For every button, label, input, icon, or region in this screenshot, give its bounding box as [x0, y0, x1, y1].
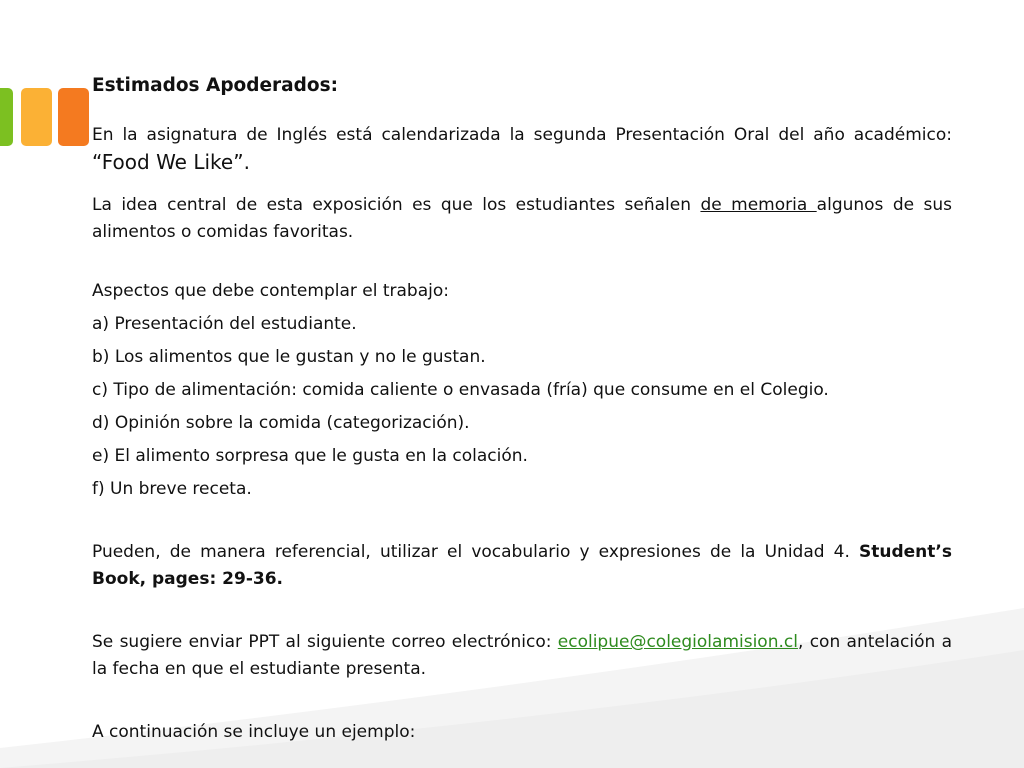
- greeting: Estimados Apoderados:: [92, 75, 339, 96]
- aspect-item-d: d) Opinión sobre la comida (categorización).: [92, 413, 470, 433]
- email-link[interactable]: ecolipue@colegiolamision.cl: [557, 632, 798, 652]
- vocabulary-paragraph: [92, 539, 952, 593]
- email-after: , con antelación a la fecha en que el estudiante presenta.: [92, 632, 952, 679]
- example-intro: A continuación se incluye un ejemplo:: [92, 722, 416, 742]
- intro-text: En la asignatura de Inglés está calendarizada la segunda Presentación Oral del año académico:: [92, 125, 952, 145]
- intro-paragraph: [92, 122, 952, 178]
- orange-accent-bar: [58, 88, 89, 146]
- aspect-item-b: b) Los alimentos que le gustan y no le gustan.: [92, 347, 486, 367]
- memory-emphasis: de memoria: [700, 195, 817, 215]
- book-reference: Student’s Book, pages: 29-36.: [92, 542, 952, 589]
- aspect-item-a: a) Presentación del estudiante.: [92, 314, 357, 334]
- central-idea-paragraph: [92, 192, 952, 246]
- aspects-title: Aspectos que debe contemplar el trabajo:: [92, 281, 449, 301]
- central-idea-before: La idea central de esta exposición es que los estudiantes señalen: [92, 195, 701, 215]
- aspect-item-f: f) Un breve receta.: [92, 479, 252, 499]
- presentation-title: “Food We Like”.: [92, 150, 250, 174]
- email-before: Se sugiere enviar PPT al siguiente correo electrónico:: [92, 632, 558, 652]
- letter-body: [92, 72, 952, 746]
- green-accent-bar: [0, 88, 13, 146]
- vocabulary-text: Pueden, de manera referencial, utilizar el vocabulario y expresiones de la Unidad 4.: [92, 542, 860, 562]
- yellow-accent-bar: [21, 88, 52, 146]
- central-idea-after: algunos de sus alimentos o comidas favoritas.: [92, 195, 952, 242]
- aspect-item-e: e) El alimento sorpresa que le gusta en la colación.: [92, 446, 528, 466]
- email-paragraph: [92, 629, 952, 683]
- aspect-item-c: c) Tipo de alimentación: comida caliente o envasada (fría) que consume en el Colegio.: [92, 380, 829, 400]
